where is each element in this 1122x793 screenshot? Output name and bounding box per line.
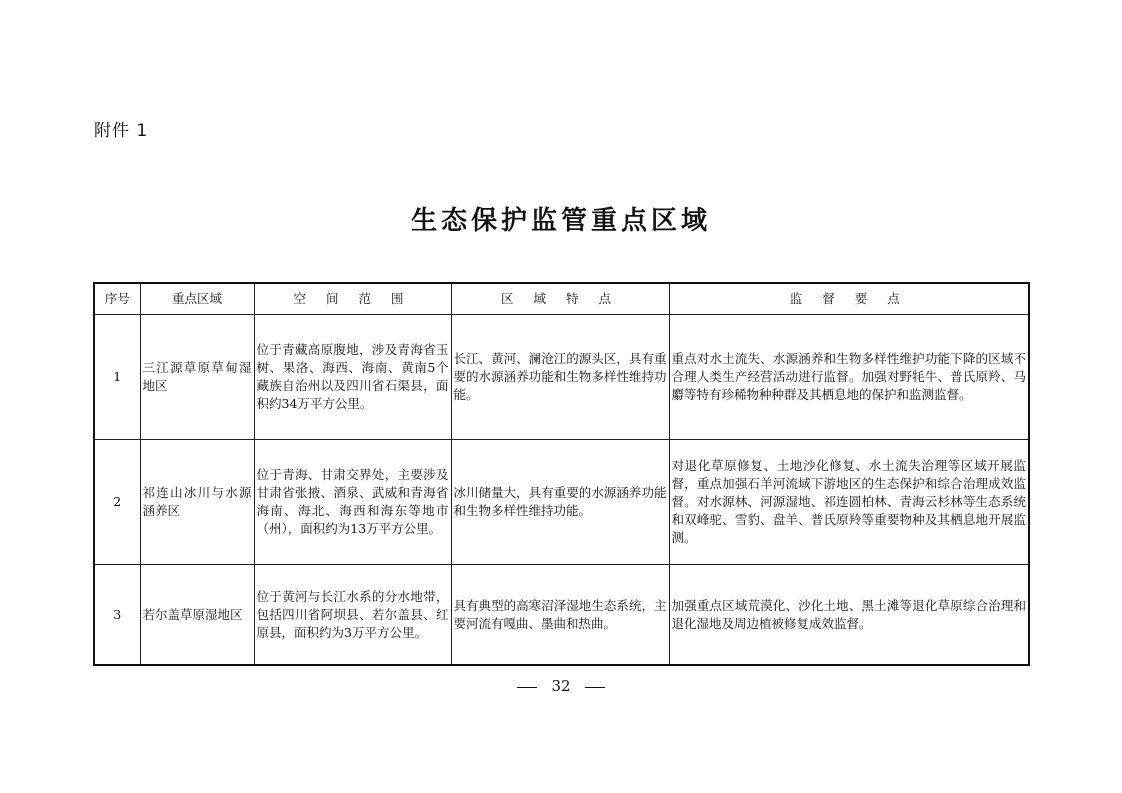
zone-name: 祁连山冰川与水源涵养区 xyxy=(140,440,254,565)
row-number: 2 xyxy=(94,440,140,565)
zone-feature: 冰川储量大，具有重要的水源涵养功能和生物多样性维持功能。 xyxy=(451,440,669,565)
zone-feature: 长江、黄河、澜沧江的源头区，具有重要的水源涵养功能和生物多样性维持功能。 xyxy=(451,315,669,440)
row-number: 3 xyxy=(94,565,140,666)
zone-points: 重点对水土流失、水源涵养和生物多样性维护功能下降的区域不合理人类生产经营活动进行监督。加强对野牦牛、普氏原羚、马麝等特有珍稀物种种群及其栖息地的保护和监测监督。 xyxy=(669,315,1029,440)
header-serial: 序号 xyxy=(94,283,140,315)
zone-scope: 位于青藏高原腹地，涉及青海省玉树、果洛、海西、海南、黄南5个藏族自治州以及四川省石渠县，面积约34万平方公里。 xyxy=(254,315,451,440)
right-dash xyxy=(585,687,605,688)
table-row xyxy=(94,315,1029,440)
table-header-row xyxy=(94,283,1029,315)
page-footer xyxy=(0,677,1122,695)
zone-points: 加强重点区域荒漠化、沙化土地、黑土滩等退化草原综合治理和退化湿地及周边植被修复成效监督。 xyxy=(669,565,1029,666)
zone-name: 若尔盖草原湿地区 xyxy=(140,565,254,666)
zone-name: 三江源草原草甸湿地区 xyxy=(140,315,254,440)
zones-table xyxy=(93,282,1030,666)
row-number: 1 xyxy=(94,315,140,440)
table-row xyxy=(94,565,1029,666)
header-feature: 区 域 特 点 xyxy=(451,283,669,315)
page-number: 32 xyxy=(551,677,571,695)
left-dash xyxy=(517,687,537,688)
zone-scope: 位于青海、甘肃交界处，主要涉及甘肃省张掖、酒泉、武威和青海省海南、海北、海西和海东等地市（州），面积约为13万平方公里。 xyxy=(254,440,451,565)
header-points: 监 督 要 点 xyxy=(669,283,1029,315)
header-zone: 重点区域 xyxy=(140,283,254,315)
zone-points: 对退化草原修复、土地沙化修复、水土流失治理等区域开展监督，重点加强石羊河流域下游地区的生态保护和综合治理成效监督。对水源林、河源湿地、祁连圆柏林、青海云杉林等生态系统和双峰驼、雪豹、盘羊、普氏原羚等重要物种及其栖息地开展监测。 xyxy=(669,440,1029,565)
zone-feature: 具有典型的高寒沼泽湿地生态系统，主要河流有嘎曲、墨曲和热曲。 xyxy=(451,565,669,666)
attachment-label: 附件 1 xyxy=(94,121,149,141)
zone-scope: 位于黄河与长江水系的分水地带，包括四川省阿坝县、若尔盖县、红原县，面积约为3万平方公里。 xyxy=(254,565,451,666)
page-title: 生态保护监管重点区域 xyxy=(410,206,711,236)
table-row xyxy=(94,440,1029,565)
header-scope: 空 间 范 围 xyxy=(254,283,451,315)
